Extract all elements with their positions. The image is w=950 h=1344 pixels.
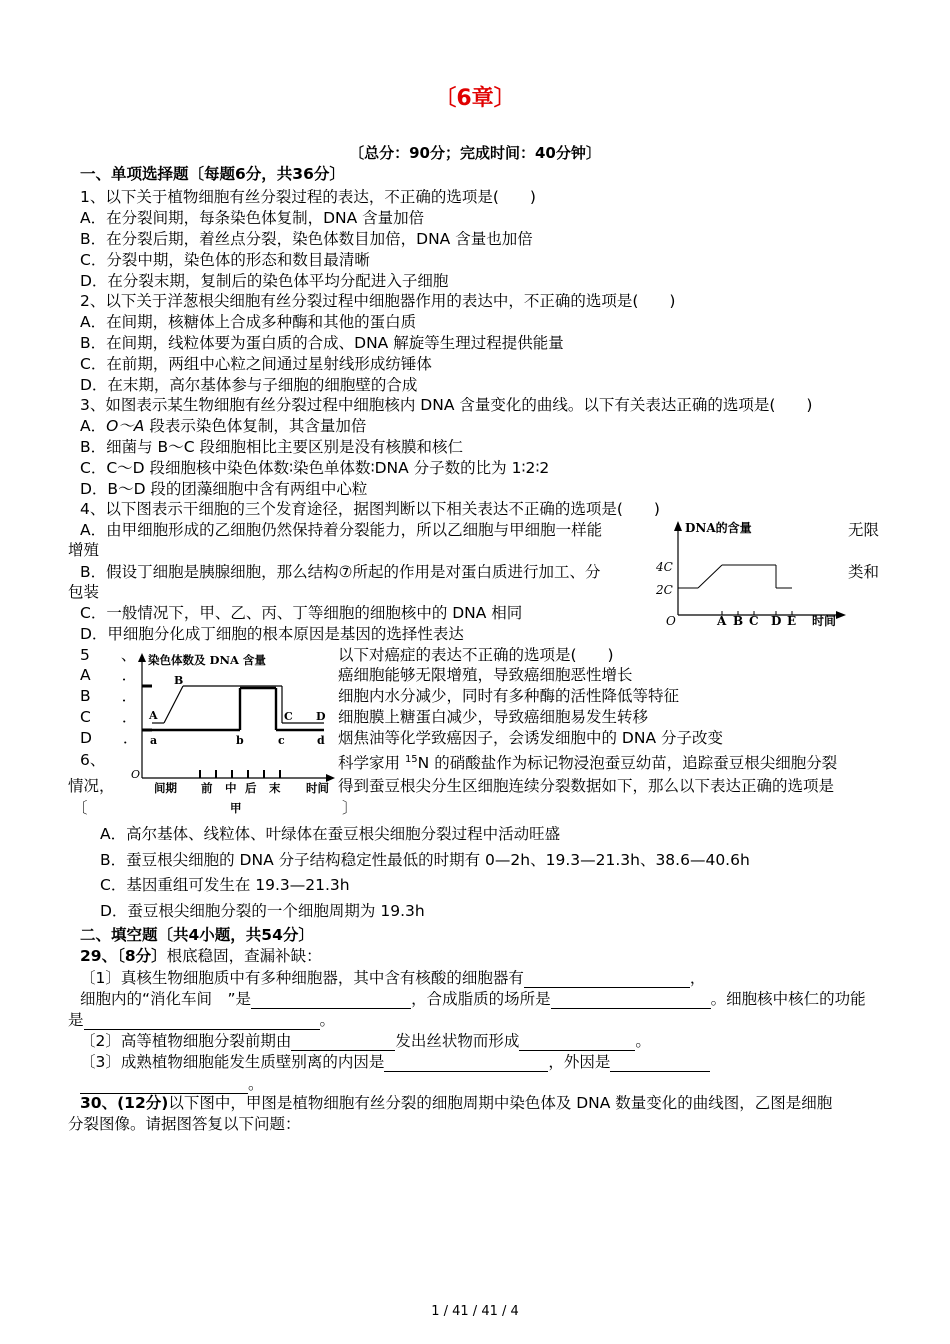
q5-option-d-label: D ．	[80, 729, 139, 747]
jia-y-label: 染色体数及 DNA 含量	[148, 653, 266, 667]
q5-stem: 以下对癌症的表达不正确的选项是( )	[338, 646, 614, 664]
q30-line1: 30、(12分)以下图中，甲图是植物细胞有丝分裂的细胞周期中染色体及 DNA 数量变化的曲线图，乙图是细胞	[80, 1094, 833, 1112]
q6-option-b: B．蚕豆根尖细胞的 DNA 分子结构稳定性最低的时期有 0—2h、19.3—21.3h、38.6—40.6h	[100, 851, 750, 869]
q6-line2: 得到蚕豆根尖分生区细胞连续分裂数据如下，那么以下表达正确的选项是	[338, 777, 835, 795]
dna-ytick-4c: 4C	[656, 560, 673, 574]
q1-option-a: A．在分裂间期，每条染色体复制，DNA 含量加倍	[80, 209, 425, 227]
q5-number: 5 、	[80, 646, 137, 664]
dna-origin: O	[666, 614, 676, 628]
q4-option-a-wrap: 增殖	[68, 541, 100, 559]
jia-phase-metaphase: 中	[225, 781, 237, 795]
q2-option-b: B．在间期，线粒体要为蛋白质的合成、DNA 解旋等生理过程提供能量	[80, 334, 564, 352]
q4-option-b-wrap: 包装	[68, 583, 100, 601]
q1-stem: 1、以下关于植物细胞有丝分裂过程的表达，不正确的选项是( )	[80, 188, 536, 206]
dna-y-arrow	[674, 521, 682, 531]
q2-stem: 2、以下关于洋葱根尖细胞有丝分裂过程中细胞器作用的表达中，不正确的选项是( )	[80, 292, 676, 310]
blank-internal-cause[interactable]	[384, 1055, 548, 1072]
chromosome-dna-chart	[128, 650, 338, 815]
blank-external-cause-cont[interactable]	[80, 1077, 248, 1094]
q29-part1-line1: 〔1〕真核生物细胞质中有多种细胞器，其中含有核酸的细胞器有 ，	[80, 969, 706, 987]
q1-option-b: B．在分裂后期，着丝点分裂，染色体数目加倍，DNA 含量也加倍	[80, 230, 533, 248]
dna-content-chart	[652, 515, 852, 630]
q3-option-a: A．O～A 段表示染色体复制，其含量加倍	[80, 417, 367, 435]
dna-x-label: 时间	[812, 614, 837, 628]
q2-option-c: C．在前期，两组中心粒之间通过星射线形成纺锤体	[80, 355, 432, 373]
q5-option-b: 细胞内水分减少，同时有多种酶的活性降低等特征	[338, 687, 680, 705]
q2-option-d: D．在末期，高尔基体参与子细胞的细胞壁的合成	[80, 376, 418, 394]
jia-label-B: B	[174, 674, 184, 687]
q3-option-d: D．B～D 段的团藻细胞中含有两组中心粒	[80, 480, 368, 498]
jia-label-d: d	[317, 734, 325, 747]
q29-part1-line3: 是 。	[68, 1011, 336, 1029]
jia-x-label: 时间	[306, 781, 329, 795]
q29-part2: 〔2〕高等植物细胞分裂前期由 发出丝状物而形成 。	[80, 1032, 651, 1050]
q6-wrap: 情况，	[68, 777, 115, 795]
q5-option-b-label: B ．	[80, 687, 138, 705]
jia-phase-interphase: 间期	[154, 781, 177, 795]
blank-spindle-origin[interactable]	[291, 1034, 395, 1051]
q29-part3: 〔3〕成熟植物细胞能发生质壁别离的内因是 ，外因是	[80, 1052, 710, 1072]
q6-bracket-open: 〔	[72, 799, 88, 817]
blank-external-cause[interactable]	[610, 1055, 710, 1072]
page-footer: 1 / 41 / 41 / 4	[431, 1304, 519, 1319]
q5-option-d: 烟焦油等化学致癌因子，会诱发细胞中的 DNA 分子改变	[338, 729, 723, 747]
blank-nucleic-organelles[interactable]	[524, 971, 690, 988]
q29-part3-cont: 。	[80, 1074, 264, 1094]
q1-option-c: C．分裂中期，染色体的形态和数目最清晰	[80, 251, 370, 269]
q6-option-d: D．蚕豆根尖细胞分裂的一个细胞周期为 19.3h	[100, 902, 425, 920]
q6-line1: 科学家用 $^{15}$N 的硝酸盐作为标记物浸泡蚕豆幼苗，追踪蚕豆根尖细胞分裂	[338, 754, 838, 773]
q6-number: 6、	[80, 751, 106, 769]
jia-label-D: D	[316, 710, 326, 723]
section1-heading: 一、单项选择题〔每题6分，共36分〕	[80, 165, 345, 183]
dna-xtick-c: C	[749, 614, 759, 628]
q30-line2: 分裂图像。请据图答复以下问题：	[68, 1115, 301, 1133]
q3-stem: 3、如图表示某生物细胞有丝分裂过程中细胞核内 DNA 含量变化的曲线。以下有关表达正确的选项是( )	[80, 396, 813, 414]
q4-option-a-tail: 无限	[848, 521, 880, 539]
q4-option-d: D．甲细胞分化成丁细胞的根本原因是基因的选择性表达	[80, 625, 464, 643]
jia-label-b: b	[236, 734, 244, 747]
q5-option-a: 癌细胞能够无限增殖，导致癌细胞恶性增长	[338, 666, 633, 684]
blank-spindle[interactable]	[519, 1034, 635, 1051]
q1-option-d: D．在分裂末期，复制后的染色体平均分配进入子细胞	[80, 272, 449, 290]
blank-lipid-synthesis[interactable]	[551, 992, 711, 1009]
jia-caption: 甲	[230, 801, 242, 815]
section2-heading: 二、填空题〔共4小题，共54分〕	[80, 926, 314, 944]
q2-option-a: A．在间期，核糖体上合成多种酶和其他的蛋白质	[80, 313, 417, 331]
jia-dna-line-synthesis	[164, 686, 183, 723]
q5-option-c-label: C ．	[80, 708, 138, 726]
q6-option-a: A．高尔基体、线粒体、叶绿体在蚕豆根尖细胞分裂过程中活动旺盛	[100, 825, 561, 843]
dna-ytick-2c: 2C	[656, 583, 673, 597]
dna-line-synthesis	[698, 565, 722, 588]
dna-x-arrow	[836, 611, 846, 619]
jia-label-A: A	[149, 709, 158, 722]
dna-y-label: DNA的含量	[685, 521, 752, 535]
q3-option-c: C．C～D 段细胞核中染色体数∶染色单体数∶DNA 分子数的比为 1∶2∶2	[80, 459, 550, 477]
dna-xtick-a: A	[717, 614, 727, 628]
jia-phase-telophase: 末	[269, 781, 281, 795]
q5-option-c: 细胞膜上糖蛋白减少，导致癌细胞易发生转移	[338, 708, 649, 726]
jia-label-a: a	[150, 734, 158, 747]
jia-phase-anaphase: 后	[245, 781, 257, 795]
page-title: 〔6章〕	[434, 86, 516, 111]
jia-origin: O	[131, 768, 141, 781]
q6-bracket-close: 〕	[342, 799, 358, 817]
jia-y-arrow	[138, 653, 146, 662]
q29-header: 29、〔8分〕根底稳固，查漏补缺：	[80, 947, 322, 965]
jia-label-C: C	[284, 710, 293, 723]
q4-option-a: A．由甲细胞形成的乙细胞仍然保持着分裂能力，所以乙细胞与甲细胞一样能	[80, 521, 603, 539]
q4-option-b: B．假设丁细胞是胰腺细胞，那么结构⑦所起的作用是对蛋白质进行加工、分	[80, 563, 601, 581]
blank-nucleolus-function[interactable]	[84, 1013, 320, 1030]
q4-option-c: C．一般情况下，甲、乙、丙、丁等细胞的细胞核中的 DNA 相同	[80, 604, 523, 622]
jia-label-c: c	[278, 734, 285, 747]
q3-option-b: B．细菌与 B～C 段细胞相比主要区别是没有核膜和核仁	[80, 438, 463, 456]
jia-phase-prophase: 前	[201, 781, 213, 795]
q29-part1-line2: 细胞内的“消化车间 ”是 ，合成脂质的场所是 。细胞核中核仁的功能	[80, 990, 866, 1008]
blank-digestive-workshop[interactable]	[251, 992, 411, 1009]
q6-option-c: C．基因重组可发生在 19.3—21.3h	[100, 876, 350, 894]
q4-option-b-tail: 类和	[848, 563, 880, 581]
q5-option-a-label: A ．	[80, 666, 138, 684]
dna-xtick-d: D	[771, 614, 782, 628]
q4-stem: 4、以下图表示干细胞的三个发育途径，据图判断以下相关表达不正确的选项是( )	[80, 500, 660, 518]
page-subtitle: 〔总分：90分；完成时间：40分钟〕	[349, 144, 601, 162]
dna-xtick-b: B	[733, 614, 744, 628]
dna-xtick-e: E	[787, 614, 797, 628]
